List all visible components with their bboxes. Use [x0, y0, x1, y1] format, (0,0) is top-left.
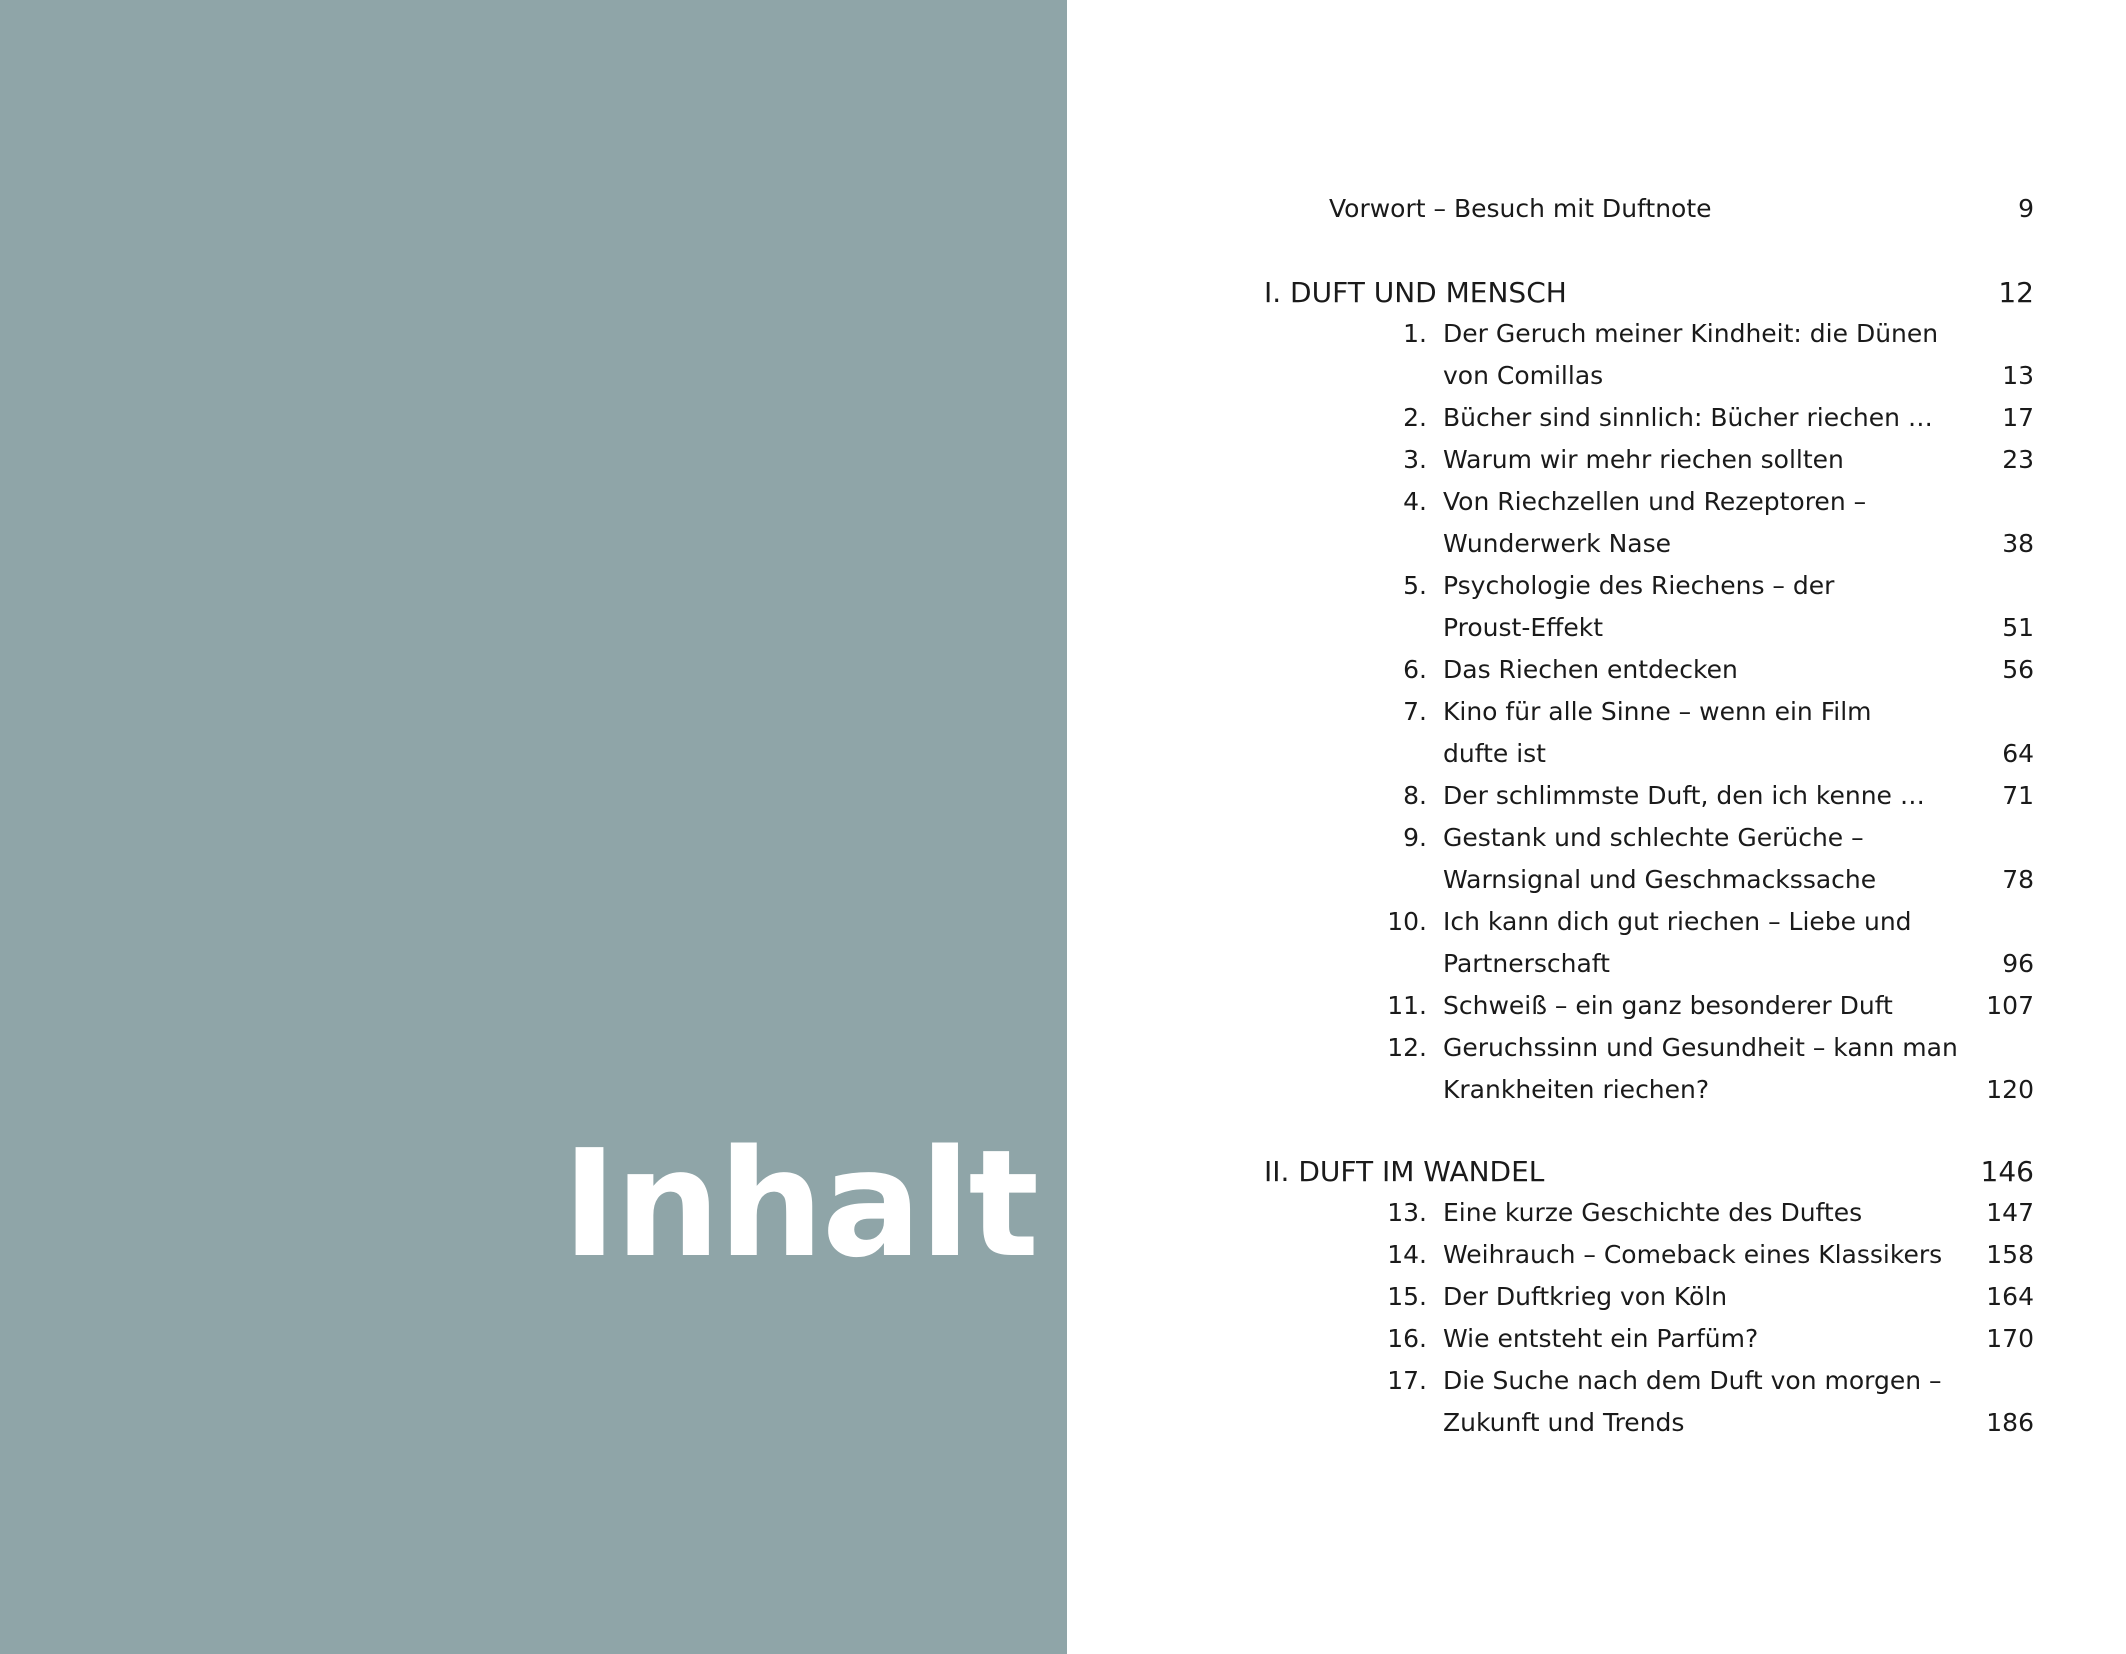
- chapter-page: 164: [1986, 1282, 2034, 1311]
- chapter-page: 107: [1986, 991, 2034, 1020]
- part-page: 146: [1980, 1155, 2034, 1188]
- chapter-title-line: Der Duftkrieg von Köln: [1443, 1282, 1728, 1311]
- chapter-number: 3.: [1403, 445, 1427, 474]
- chapter-page: 71: [2002, 781, 2034, 810]
- chapter-number: 11.: [1387, 991, 1427, 1020]
- part-heading: II. DUFT IM WANDEL: [1264, 1155, 1545, 1188]
- chapter-page: 78: [2002, 865, 2034, 894]
- chapter-page: 23: [2002, 445, 2034, 474]
- page-title: Inhalt: [562, 1118, 1038, 1290]
- foreword-title: Vorwort – Besuch mit Duftnote: [1329, 194, 1712, 223]
- chapter-title-line: Geruchssinn und Gesundheit – kann man: [1443, 1033, 1958, 1062]
- chapter-number: 4.: [1403, 487, 1427, 516]
- chapter-title-line: Ich kann dich gut riechen – Liebe und: [1443, 907, 1912, 936]
- chapter-number: 15.: [1387, 1282, 1427, 1311]
- chapter-title-line: Bücher sind sinnlich: Bücher riechen …: [1443, 403, 1933, 432]
- chapter-title-line: Warnsignal und Geschmackssache: [1443, 865, 1877, 894]
- chapter-number: 17.: [1387, 1366, 1427, 1395]
- foreword-page: 9: [2018, 194, 2034, 223]
- chapter-title-line: Gestank und schlechte Gerüche –: [1443, 823, 1864, 852]
- chapter-page: 186: [1986, 1408, 2034, 1437]
- chapter-title-line: Partnerschaft: [1443, 949, 1610, 978]
- chapter-page: 56: [2002, 655, 2034, 684]
- chapter-page: 51: [2002, 613, 2034, 642]
- chapter-number: 6.: [1403, 655, 1427, 684]
- chapter-number: 2.: [1403, 403, 1427, 432]
- chapter-page: 170: [1986, 1324, 2034, 1353]
- chapter-title-line: von Comillas: [1443, 361, 1604, 390]
- chapter-title-line: Der Geruch meiner Kindheit: die Dünen: [1443, 319, 1939, 348]
- chapter-page: 147: [1986, 1198, 2034, 1227]
- chapter-title-line: Von Riechzellen und Rezeptoren –: [1443, 487, 1867, 516]
- chapter-title-line: Eine kurze Geschichte des Duftes: [1443, 1198, 1863, 1227]
- table-of-contents: [1067, 0, 2126, 1654]
- chapter-number: 5.: [1403, 571, 1427, 600]
- chapter-number: 14.: [1387, 1240, 1427, 1269]
- part-heading: I. DUFT UND MENSCH: [1264, 276, 1567, 309]
- chapter-title-line: Schweiß – ein ganz besonderer Duft: [1443, 991, 1893, 1020]
- chapter-page: 120: [1986, 1075, 2034, 1104]
- chapter-page: 158: [1986, 1240, 2034, 1269]
- chapter-title-line: Das Riechen entdecken: [1443, 655, 1738, 684]
- chapter-page: 13: [2002, 361, 2034, 390]
- chapter-title-line: Kino für alle Sinne – wenn ein Film: [1443, 697, 1872, 726]
- chapter-title-line: dufte ist: [1443, 739, 1546, 768]
- chapter-number: 12.: [1387, 1033, 1427, 1062]
- chapter-page: 17: [2002, 403, 2034, 432]
- chapter-number: 8.: [1403, 781, 1427, 810]
- chapter-title-line: Warum wir mehr riechen sollten: [1443, 445, 1844, 474]
- chapter-page: 64: [2002, 739, 2034, 768]
- chapter-title-line: Wie entsteht ein Parfüm?: [1443, 1324, 1759, 1353]
- chapter-page: 96: [2002, 949, 2034, 978]
- chapter-title-line: Wunderwerk Nase: [1443, 529, 1672, 558]
- chapter-title-line: Zukunft und Trends: [1443, 1408, 1685, 1437]
- chapter-number: 9.: [1403, 823, 1427, 852]
- chapter-number: 1.: [1403, 319, 1427, 348]
- chapter-title-line: Proust-Effekt: [1443, 613, 1604, 642]
- chapter-number: 13.: [1387, 1198, 1427, 1227]
- chapter-title-line: Psychologie des Riechens – der: [1443, 571, 1835, 600]
- chapter-title-line: Der schlimmste Duft, den ich kenne …: [1443, 781, 1925, 810]
- chapter-title-line: Die Suche nach dem Duft von morgen –: [1443, 1366, 1942, 1395]
- part-page: 12: [1998, 276, 2034, 309]
- chapter-title-line: Weihrauch – Comeback eines Klassikers: [1443, 1240, 1943, 1269]
- chapter-number: 7.: [1403, 697, 1427, 726]
- chapter-number: 16.: [1387, 1324, 1427, 1353]
- chapter-page: 38: [2002, 529, 2034, 558]
- chapter-title-line: Krankheiten riechen?: [1443, 1075, 1710, 1104]
- chapter-number: 10.: [1387, 907, 1427, 936]
